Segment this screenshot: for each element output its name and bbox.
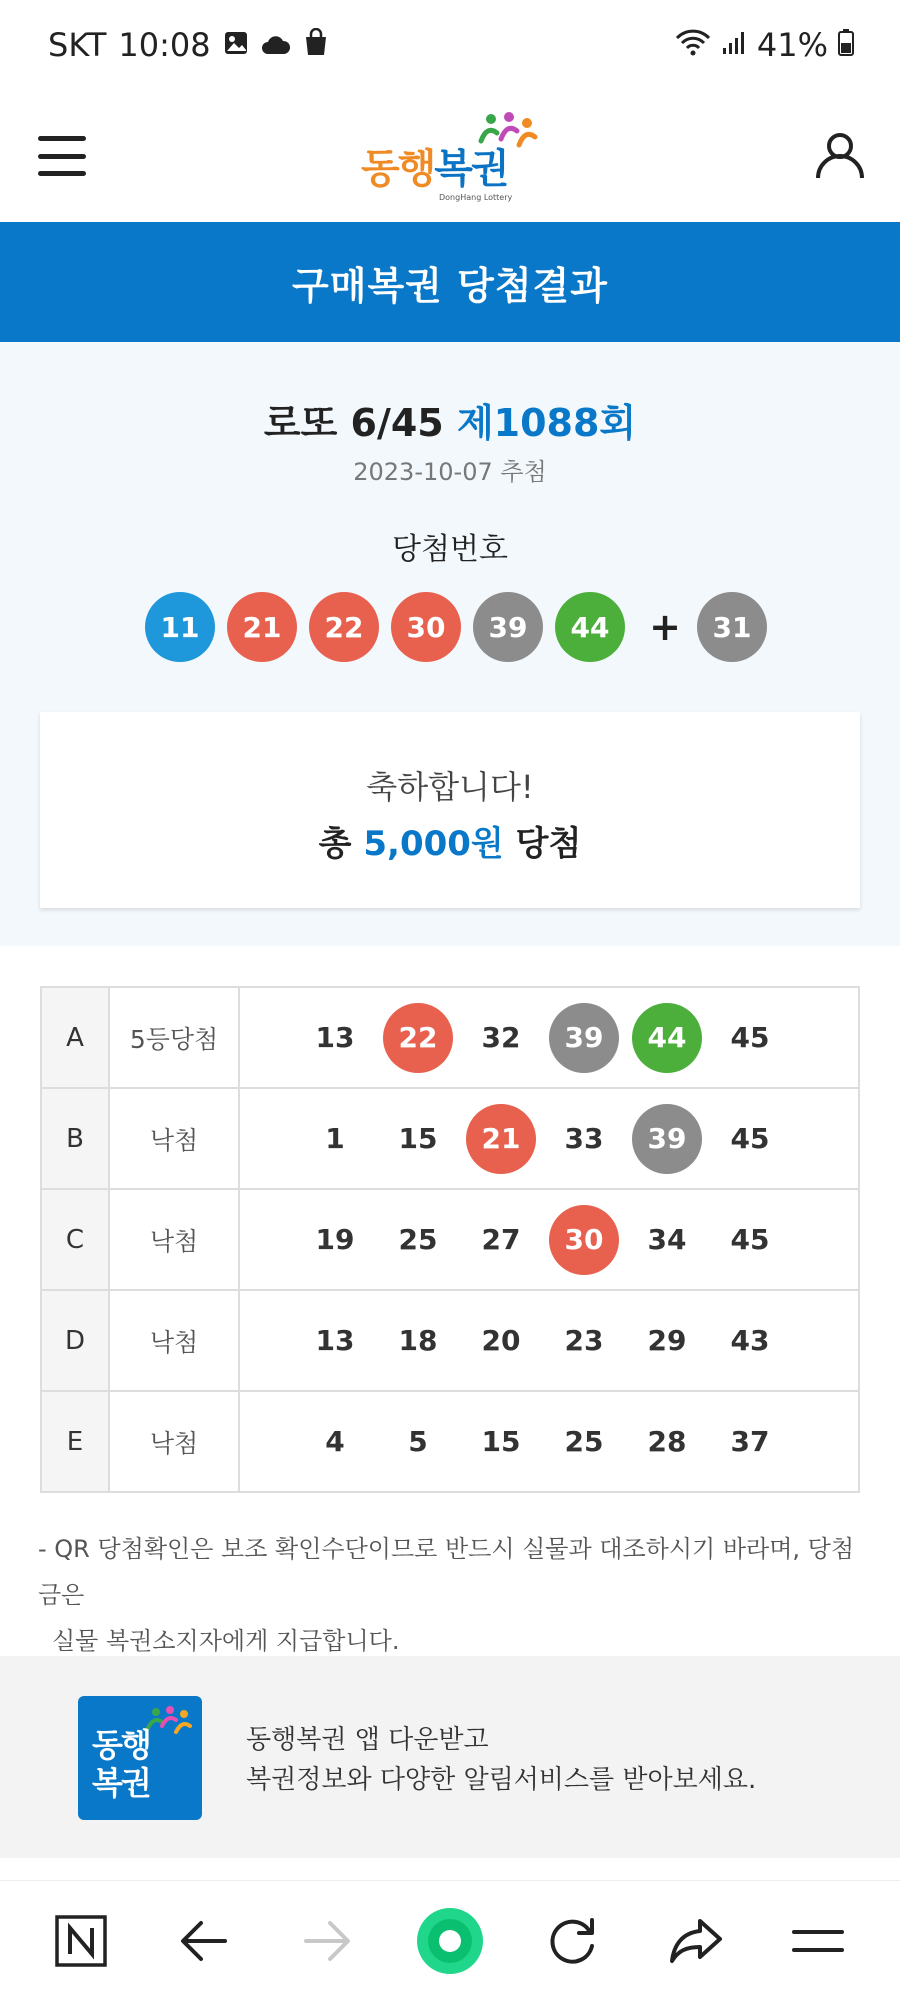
ticket-row [41,1189,859,1290]
ticket-row [41,1088,859,1189]
page-title: 구매복권 당첨결과 [292,263,608,308]
app-logo-text-line1: 동행 [92,1726,150,1764]
ticket-letter: D [41,1290,109,1391]
ticket-number-matched: 21 [466,1104,536,1174]
ticket-number: 37 [730,1425,770,1458]
page-title-banner [0,222,900,342]
ticket-number: 28 [647,1425,687,1458]
ticket-numbers [239,1290,859,1391]
cloud-icon [261,26,291,64]
gallery-icon [223,26,249,64]
bonus-ball: 31 [697,592,767,662]
ticket-letter: E [41,1391,109,1492]
ticket-status: 낙첨 [109,1290,239,1391]
user-icon[interactable] [812,128,868,184]
ticket-numbers [239,987,859,1088]
draw-result-section [0,342,900,946]
ticket-number: 13 [315,1021,355,1054]
ticket-letter: C [41,1189,109,1290]
status-right [675,26,854,64]
ticket-number-matched: 39 [632,1104,702,1174]
ticket-number-matched: 30 [549,1205,619,1275]
notice-line1: - QR 당첨확인은 보조 확인수단이므로 반드시 실물과 대조하시기 바라며, 당첨금은 [38,1535,855,1609]
congrats-box [40,712,860,908]
status-bar [0,0,900,90]
ticket-number-matched: 22 [383,1003,453,1073]
ticket-number-matched: 44 [632,1003,702,1073]
ticket-row [41,1391,859,1492]
ticket-number: 13 [315,1324,355,1357]
status-left [48,26,329,64]
menu-icon[interactable] [783,1906,853,1976]
carrier-label: SKT [48,26,107,64]
site-header [0,90,900,222]
ticket-row [41,1290,859,1391]
ticket-number: 20 [481,1324,521,1357]
home-circle-icon[interactable] [415,1906,485,1976]
ticket-letter: B [41,1088,109,1189]
shopping-bag-icon [303,26,329,64]
browser-bottom-bar [0,1880,900,2000]
winning-ball: 22 [309,592,379,662]
ticket-numbers [239,1391,859,1492]
ticket-number: 4 [325,1425,345,1458]
hamburger-menu-icon[interactable] [38,136,86,176]
naver-n-icon[interactable] [46,1906,116,1976]
ticket-status: 낙첨 [109,1189,239,1290]
ticket-status: 낙첨 [109,1391,239,1492]
ticket-status: 5등당첨 [109,987,239,1088]
logo-subtitle: DongHang Lottery [439,193,513,202]
site-logo[interactable] [359,101,539,211]
ticket-number: 19 [315,1223,355,1256]
ticket-numbers [239,1189,859,1290]
promo-text [246,1720,756,1800]
back-arrow-icon[interactable] [169,1906,239,1976]
logo-text-part1: 동행 [361,146,435,192]
round-number: 제1088회 [456,401,637,445]
ticket-number: 45 [730,1021,770,1054]
clock: 10:08 [118,26,211,64]
game-name: 로또 6/45 [263,401,444,445]
promo-line2: 복권정보와 다양한 알림서비스를 받아보세요. [246,1765,757,1795]
battery-percent: 41% [756,26,828,64]
total-prize [40,816,860,865]
ticket-number: 25 [564,1425,604,1458]
winning-numbers [145,592,779,662]
game-title [0,392,900,447]
qr-notice [38,1526,868,1664]
wifi-icon [675,26,711,64]
ticket-number: 43 [730,1324,770,1357]
winning-ball: 21 [227,592,297,662]
total-suffix: 당첨 [515,824,582,864]
ticket-number: 15 [481,1425,521,1458]
winning-ball: 11 [145,592,215,662]
ticket-numbers [239,1088,859,1189]
ticket-results-table [40,986,860,1493]
congrats-message: 축하합니다! [366,768,534,806]
reload-icon[interactable] [538,1906,608,1976]
winning-ball: 39 [473,592,543,662]
ticket-letter: A [41,987,109,1088]
ticket-number: 15 [398,1122,438,1155]
forward-arrow-icon[interactable] [292,1906,362,1976]
logo-text [361,137,508,194]
ticket-number: 45 [730,1223,770,1256]
total-prefix: 총 [318,824,352,864]
ticket-number-matched: 39 [549,1003,619,1073]
signal-icon [721,26,747,64]
ticket-number: 25 [398,1223,438,1256]
ticket-number: 27 [481,1223,521,1256]
ticket-number: 1 [325,1122,345,1155]
app-logo-text [92,1726,150,1802]
total-amount: 5,000원 [363,824,504,864]
draw-date: 2023-10-07 추첨 [353,458,547,486]
winning-ball: 30 [391,592,461,662]
ticket-number: 34 [647,1223,687,1256]
battery-icon [838,26,854,64]
app-logo-figures-icon [144,1706,192,1740]
ticket-number: 32 [481,1021,521,1054]
app-logo [78,1696,202,1820]
share-icon[interactable] [661,1906,731,1976]
ticket-number: 5 [408,1425,428,1458]
ticket-number: 23 [564,1324,604,1357]
ticket-number: 45 [730,1122,770,1155]
notice-line2: 실물 복권소지자에게 지급합니다. [52,1627,400,1655]
bonus-plus-sign: + [649,605,681,649]
logo-text-part2: 복권 [434,146,508,192]
ticket-number: 33 [564,1122,604,1155]
app-logo-text-line2: 복권 [92,1764,150,1802]
ticket-number: 18 [398,1324,438,1357]
ticket-status: 낙첨 [109,1088,239,1189]
ticket-number: 29 [647,1324,687,1357]
winning-ball: 44 [555,592,625,662]
app-promo-banner[interactable] [0,1656,900,1858]
promo-line1: 동행복권 앱 다운받고 [246,1725,489,1755]
ticket-row [41,987,859,1088]
winning-numbers-label: 당첨번호 [392,532,508,567]
